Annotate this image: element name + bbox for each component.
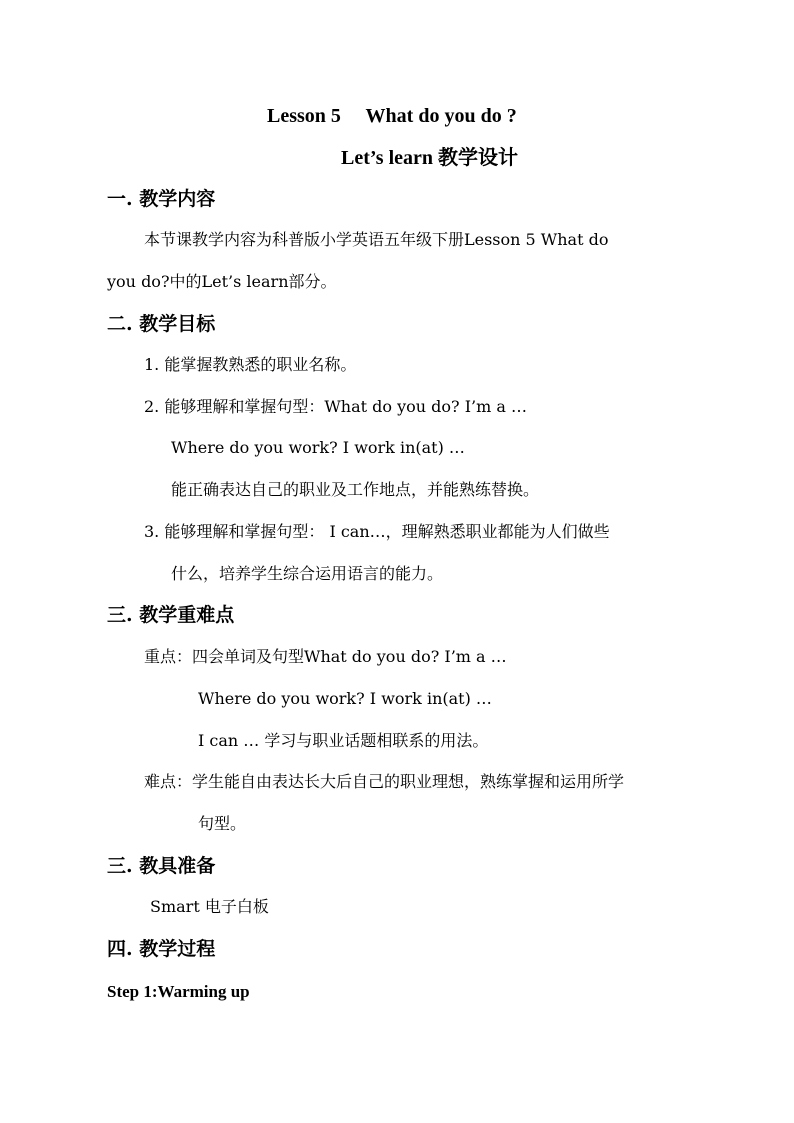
objective-1: 1. 能掌握教熟悉的职业名称。 xyxy=(144,355,357,374)
difficulty-line-1: 难点：学生能自由表达长大后自己的职业理想，熟练掌握和运用所学 xyxy=(144,772,625,791)
objective-2-line-3: 能正确表达自己的职业及工作地点，并能熟练替换。 xyxy=(171,480,540,499)
key-point-line-1: 重点：四会单词及句型What do you do? I’m a … xyxy=(144,647,507,666)
section-heading-objectives: 二. 教学目标 xyxy=(107,313,216,335)
difficulty-line-2: 句型。 xyxy=(198,814,247,833)
section-heading-process: 四. 教学过程 xyxy=(107,938,216,960)
step-1-heading: Step 1:Warming up xyxy=(107,982,250,1001)
objective-2-line-1: 2. 能够理解和掌握句型：What do you do? I’m a … xyxy=(144,397,528,416)
content-paragraph-line-1: 本节课教学内容为科普版小学英语五年级下册Lesson 5 What do xyxy=(144,230,609,249)
objective-2-line-2: Where do you work? I work in(at) … xyxy=(171,438,465,457)
objective-3-line-1: 3. 能够理解和掌握句型： I can…，理解熟悉职业都能为人们做些 xyxy=(144,522,610,541)
section-heading-teaching-aids: 三. 教具准备 xyxy=(107,855,216,877)
title-line-1: Lesson 5 What do you do ? xyxy=(267,105,517,127)
content-paragraph-line-2: you do?中的Let’s learn部分。 xyxy=(107,272,337,291)
section-heading-content: 一. 教学内容 xyxy=(107,188,216,210)
teaching-aids-text: Smart 电子白板 xyxy=(150,897,269,916)
title-line-2: Let’s learn 教学设计 xyxy=(341,147,519,169)
objective-3-line-2: 什么，培养学生综合运用语言的能力。 xyxy=(171,564,444,583)
key-point-line-2: Where do you work? I work in(at) … xyxy=(198,689,492,708)
section-heading-key-points: 三. 教学重难点 xyxy=(107,604,235,626)
key-point-line-3: I can … 学习与职业话题相联系的用法。 xyxy=(198,731,489,750)
